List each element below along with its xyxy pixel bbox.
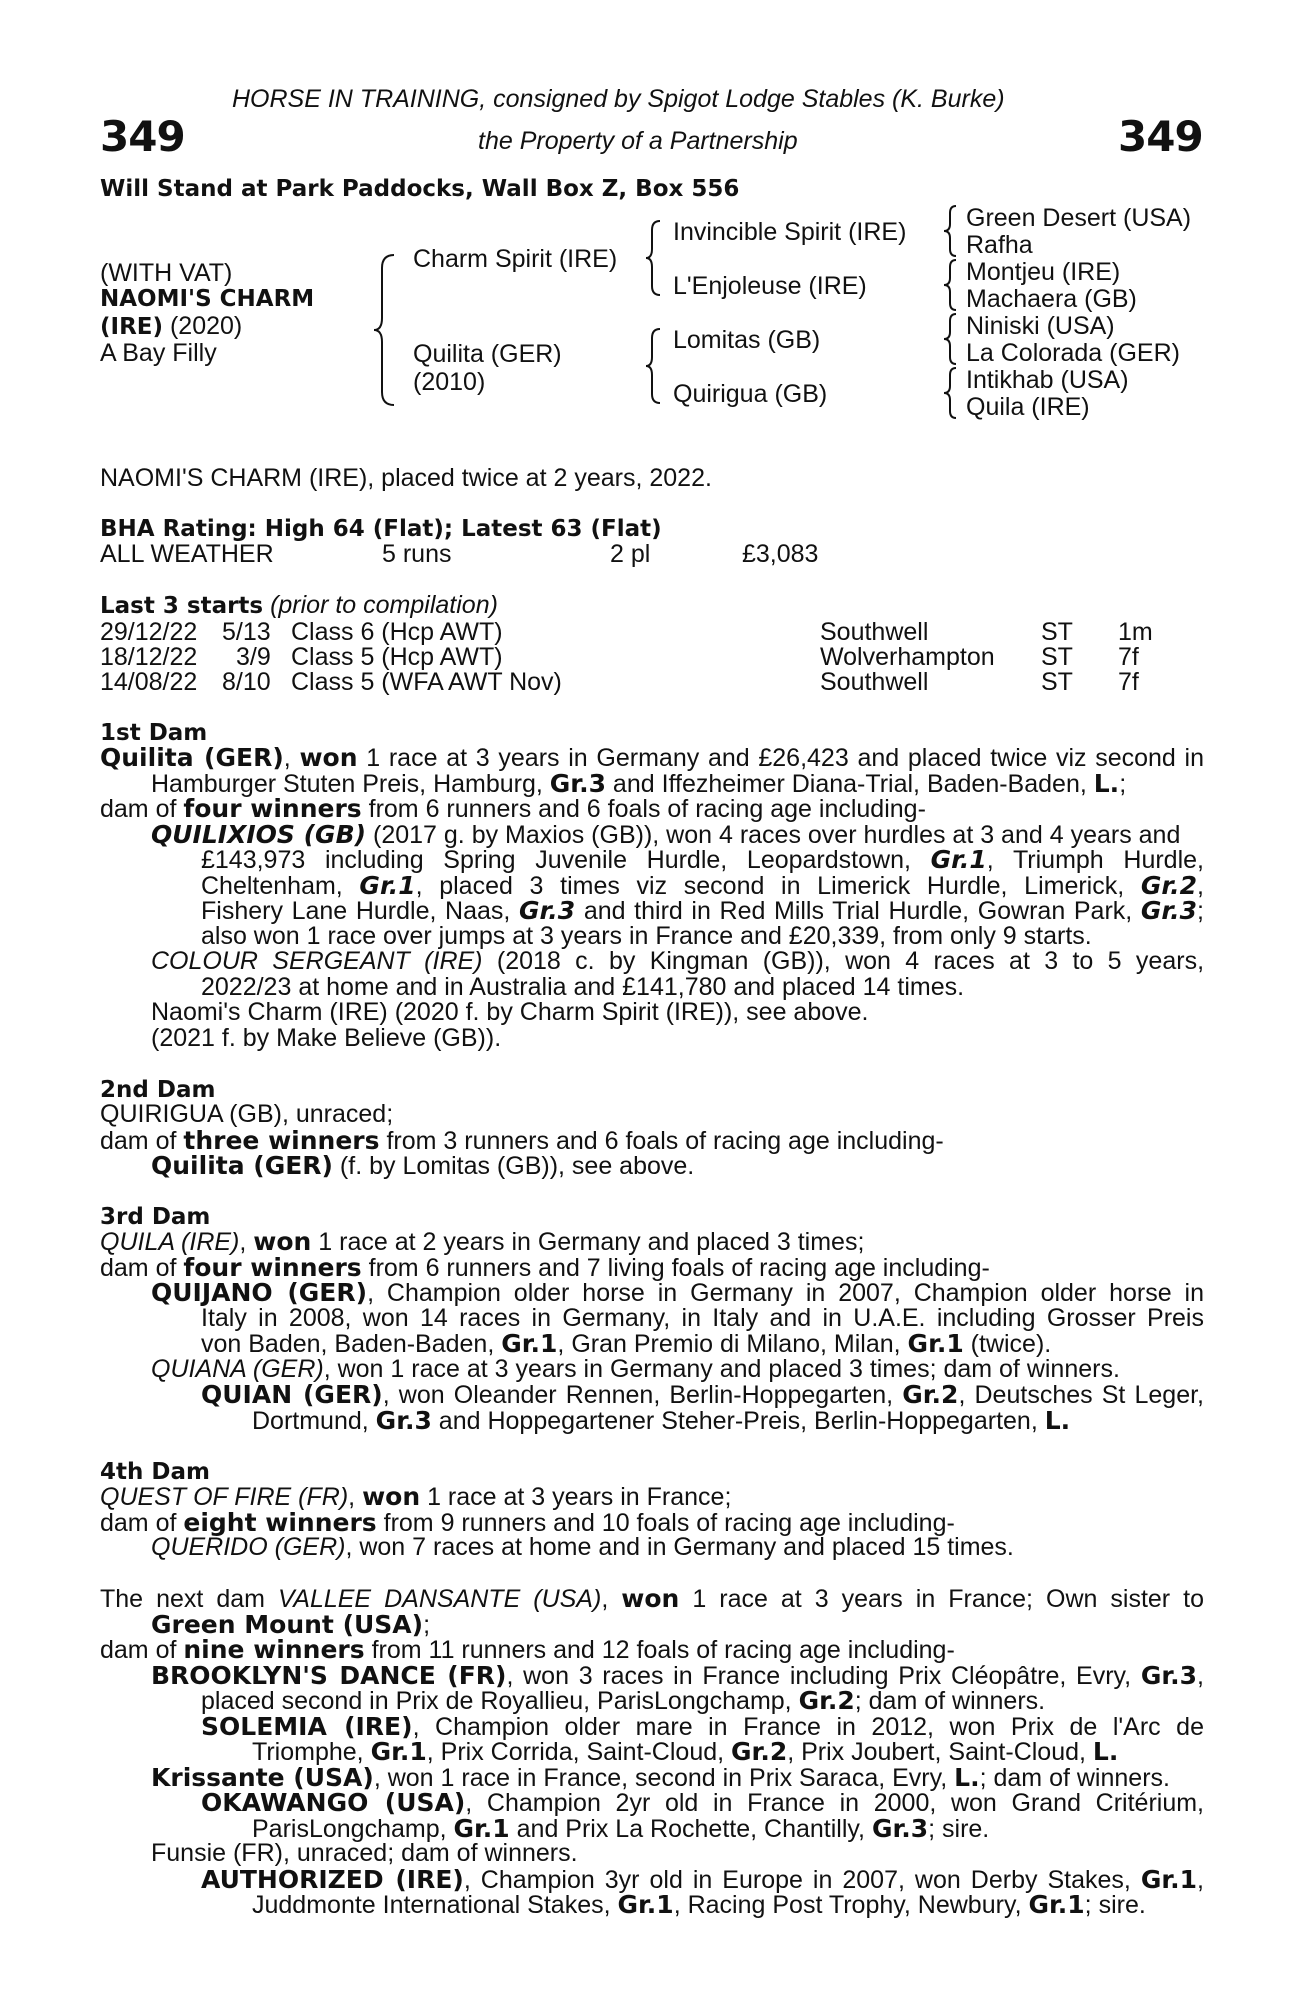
dam1-line-3: dam of four winners from 6 runners and 6 foals of racing age including- — [100, 794, 926, 823]
horse-name: NAOMI'S CHARM — [100, 286, 315, 312]
dam1-line-5: £143,973 including Spring Juvenile Hurdle, Leopardstown, Gr.1, Triumph Hurdle, — [201, 845, 1204, 874]
dam2-line-2: dam of three winners from 3 runners and 6 foals of racing age including- — [100, 1126, 944, 1155]
pedigree-brace-main — [374, 250, 404, 410]
dam1-line-8: also won 1 race over jumps at 3 years in France and £20,339, from only 9 starts. — [201, 922, 1092, 950]
dam3-line-6: QUIANA (GER), won 1 race at 3 years in Germany and placed 3 times; dam of winners. — [151, 1355, 1120, 1383]
start-surface: ST — [1041, 643, 1073, 671]
pedigree-sire: Charm Spirit (IRE) — [413, 245, 618, 273]
lot-number-left: 349 — [100, 112, 185, 161]
pedigree-sire-dam: L'Enjoleuse (IRE) — [673, 272, 867, 300]
pedigree-gg-3: Montjeu (IRE) — [966, 258, 1121, 286]
start-course: Wolverhampton — [820, 643, 995, 671]
dam4-line-1: QUEST OF FIRE (FR), won 1 race at 3 years in France; — [100, 1482, 732, 1511]
dam1-line-10: 2022/23 at home and in Australia and £141,780 and placed 14 times. — [201, 973, 965, 1001]
next-dam-line-13: Juddmonte International Stakes, Gr.1, Racing Post Trophy, Newbury, Gr.1; sire. — [252, 1890, 1146, 1919]
next-dam-line-8: Krissante (USA), won 1 race in France, second in Prix Saraca, Evry, L.; dam of winners. — [151, 1763, 1170, 1792]
pedigree-dam-year: (2010) — [413, 368, 486, 396]
next-dam-line-5: placed second in Prix de Royallieu, ParisLongchamp, Gr.2; dam of winners. — [201, 1686, 1046, 1715]
next-dam-line-12: AUTHORIZED (IRE), Champion 3yr old in Europe in 2007, won Derby Stakes, Gr.1, — [201, 1865, 1204, 1894]
start-distance: 7f — [1118, 643, 1139, 671]
dam3-line-1: QUILA (IRE), won 1 race at 2 years in Germany and placed 3 times; — [100, 1227, 865, 1256]
pedigree-gg-4: Machaera (GB) — [966, 285, 1137, 313]
start-date: 14/08/22 — [100, 668, 198, 696]
lot-number-right: 349 — [1118, 112, 1203, 161]
start-distance: 1m — [1118, 618, 1153, 646]
start-course: Southwell — [820, 618, 929, 646]
pedigree-dam: Quilita (GER) — [413, 340, 562, 368]
dam3-line-8: Dortmund, Gr.3 and Hoppegartener Steher-Preis, Berlin-Hoppegarten, L. — [252, 1406, 1071, 1435]
dam1-line-2: Hamburger Stuten Preis, Hamburg, Gr.3 and Iffezheimer Diana-Trial, Baden-Baden, L.; — [151, 769, 1127, 798]
pedigree-gg-5: Niniski (USA) — [966, 312, 1115, 340]
dam3-line-3: QUIJANO (GER), Champion older horse in Germany in 2007, Champion older horse in — [151, 1278, 1204, 1307]
property-line: the Property of a Partnership — [478, 127, 798, 155]
dam3-line-5: von Baden, Baden-Baden, Gr.1, Gran Premio di Milano, Milan, Gr.1 (twice). — [201, 1329, 1052, 1358]
start-surface: ST — [1041, 668, 1073, 696]
horse-description: A Bay Filly — [100, 339, 217, 367]
pedigree-brace-dam — [644, 326, 668, 406]
next-dam-line-6: SOLEMIA (IRE), Champion older mare in France in 2012, won Prix de l'Arc de — [201, 1712, 1204, 1741]
pedigree-dam-dam: Quirigua (GB) — [673, 380, 828, 408]
dam3-line-4: Italy in 2008, won 14 races in Germany, in Italy and in U.A.E. including Grosser Preis — [201, 1304, 1204, 1332]
next-dam-line-4: BROOKLYN'S DANCE (FR), won 3 races in France including Prix Cléopâtre, Evry, Gr.3, — [151, 1661, 1204, 1690]
rating-title: BHA Rating: High 64 (Flat); Latest 63 (Flat) — [100, 516, 662, 542]
horse-name-line2 — [100, 313, 242, 340]
dam2-line-1: QUIRIGUA (GB), unraced; — [100, 1100, 394, 1128]
rating-placed: 2 pl — [610, 540, 651, 568]
last-starts-title — [100, 592, 498, 619]
start-race: Class 6 (Hcp AWT) — [291, 618, 503, 646]
consignment-line: HORSE IN TRAINING, consigned by Spigot Lodge Stables (K. Burke) — [232, 85, 1005, 113]
start-distance: 7f — [1118, 668, 1139, 696]
next-dam-line-10: ParisLongchamp, Gr.1 and Prix La Rochette, Chantilly, Gr.3; sire. — [252, 1814, 990, 1843]
dam3-line-7: QUIAN (GER), won Oleander Rennen, Berlin-Hoppegarten, Gr.2, Deutsches St Leger, — [201, 1380, 1204, 1409]
race-summary: NAOMI'S CHARM (IRE), placed twice at 2 years, 2022. — [100, 464, 712, 492]
start-race: Class 5 (Hcp AWT) — [291, 643, 503, 671]
pedigree-brace-gg1 — [942, 204, 962, 258]
start-race: Class 5 (WFA AWT Nov) — [291, 668, 562, 696]
last-starts-subtitle: (prior to compilation) — [263, 591, 498, 619]
pedigree-gg-1: Green Desert (USA) — [966, 204, 1192, 232]
pedigree-brace-sire — [644, 218, 668, 298]
stand-line: Will Stand at Park Paddocks, Wall Box Z, Box 556 — [100, 176, 740, 202]
horse-year: (2020) — [163, 312, 243, 340]
pedigree-brace-gg4 — [942, 366, 962, 420]
dam4-line-2: dam of eight winners from 9 runners and 10 foals of racing age including- — [100, 1508, 955, 1537]
start-course: Southwell — [820, 668, 929, 696]
start-position: 3/9 — [236, 643, 271, 671]
next-dam-line-2: Green Mount (USA); — [151, 1610, 431, 1639]
rating-surface: ALL WEATHER — [100, 540, 274, 568]
next-dam-line-9: OKAWANGO (USA), Champion 2yr old in France in 2000, won Grand Critérium, — [201, 1788, 1204, 1817]
dam1-line-6: Cheltenham, Gr.1, placed 3 times viz second in Limerick Hurdle, Limerick, Gr.2, — [201, 871, 1204, 900]
dam4-line-3: QUERIDO (GER), won 7 races at home and in Germany and placed 15 times. — [151, 1533, 1014, 1561]
pedigree-gg-7: Intikhab (USA) — [966, 366, 1129, 394]
pedigree-gg-2: Rafha — [966, 231, 1033, 259]
start-surface: ST — [1041, 618, 1073, 646]
start-position: 5/13 — [222, 618, 271, 646]
rating-runs: 5 runs — [382, 540, 452, 568]
dam1-line-11: Naomi's Charm (IRE) (2020 f. by Charm Spirit (IRE)), see above. — [151, 998, 869, 1026]
dam1-line-9: COLOUR SERGEANT (IRE) (2018 c. by Kingman (GB)), won 4 races at 3 to 5 years, — [151, 947, 1205, 975]
pedigree-gg-6: La Colorada (GER) — [966, 339, 1180, 367]
dam1-line-4: QUILIXIOS (GB) (2017 g. by Maxios (GB)), won 4 races over hurdles at 3 and 4 years and — [151, 820, 1181, 849]
pedigree-gg-8: Quila (IRE) — [966, 393, 1090, 421]
next-dam-line-7: Triomphe, Gr.1, Prix Corrida, Saint-Cloud, Gr.2, Prix Joubert, Saint-Cloud, L. — [252, 1737, 1119, 1766]
start-date: 18/12/22 — [100, 643, 198, 671]
dam2-line-3: Quilita (GER) (f. by Lomitas (GB)), see above. — [151, 1151, 695, 1180]
last-starts-label: Last 3 starts — [100, 593, 264, 619]
next-dam-line-1: The next dam VALLEE DANSANTE (USA), won 1 race at 3 years in France; Own sister to — [100, 1584, 1204, 1613]
vat-label: (WITH VAT) — [100, 259, 233, 287]
next-dam-line-11: Funsie (FR), unraced; dam of winners. — [151, 1839, 578, 1867]
dam1-line-1: Quilita (GER), won 1 race at 3 years in Germany and £26,423 and placed twice viz second in — [100, 743, 1205, 772]
start-position: 8/10 — [222, 668, 271, 696]
next-dam-line-3: dam of nine winners from 11 runners and 12 foals of racing age including- — [100, 1635, 955, 1664]
dam3-line-2: dam of four winners from 6 runners and 7 living foals of racing age including- — [100, 1253, 990, 1282]
pedigree-brace-gg3 — [942, 312, 962, 366]
section-1st-dam: 1st Dam — [100, 720, 208, 746]
pedigree-brace-gg2 — [942, 258, 962, 312]
pedigree-sire-sire: Invincible Spirit (IRE) — [673, 218, 907, 246]
dam1-line-7: Fishery Lane Hurdle, Naas, Gr.3 and third in Red Mills Trial Hurdle, Gowran Park, Gr.3; — [201, 896, 1204, 925]
dam1-line-12: (2021 f. by Make Believe (GB)). — [151, 1024, 502, 1052]
horse-country: (IRE) — [100, 314, 164, 340]
pedigree-dam-sire: Lomitas (GB) — [673, 326, 821, 354]
section-4th-dam: 4th Dam — [100, 1459, 210, 1485]
rating-earnings: £3,083 — [742, 540, 819, 568]
start-date: 29/12/22 — [100, 618, 198, 646]
section-2nd-dam: 2nd Dam — [100, 1077, 216, 1103]
section-3rd-dam: 3rd Dam — [100, 1204, 211, 1230]
